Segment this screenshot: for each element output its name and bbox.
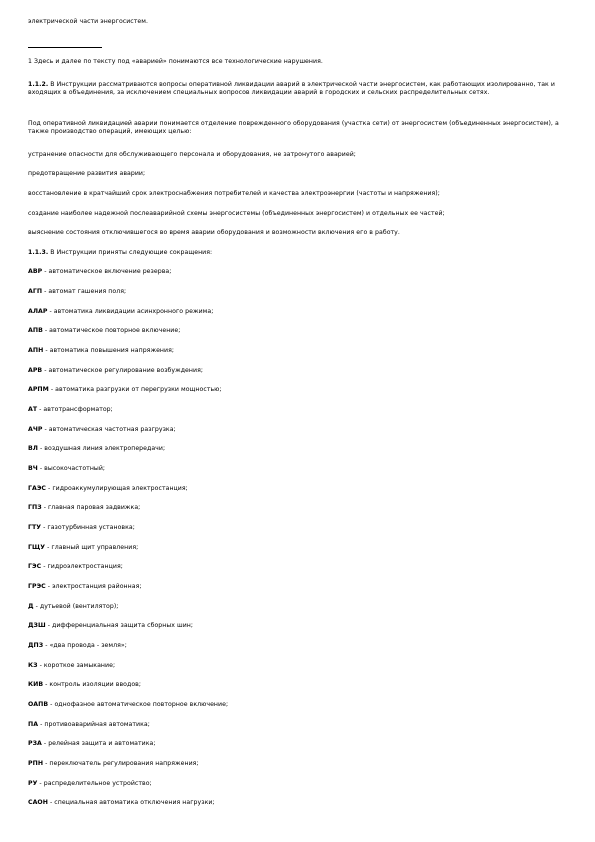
abbreviation-item (28, 504, 568, 512)
abbreviation-term: РУ (28, 780, 38, 787)
abbreviation-definition: - противоаварийная автоматика; (38, 721, 150, 728)
abbreviation-term: ОАПВ (28, 701, 49, 708)
abbreviation-term: АРПМ (28, 386, 49, 393)
clause-number: 1.1.3. (28, 249, 49, 256)
abbreviation-item (28, 347, 568, 355)
abbreviation-definition: - релейная защита и автоматика; (41, 740, 156, 747)
abbreviation-item (28, 662, 568, 670)
abbreviation-item (28, 760, 568, 768)
abbreviation-term: АПН (28, 347, 44, 354)
abbreviation-item (28, 642, 568, 650)
clause-number: 1.1.2. (28, 81, 49, 88)
clause-text: В Инструкции рассматриваются вопросы оперативной ликвидации аварий в электрической части энергосистем, как работающих изолированно, так и входящих в объединения, за исключением специальных вопросов ликвидации аварий в городских и сельских распределительных сетях. (28, 81, 555, 96)
abbreviation-term: АТ (28, 406, 38, 413)
abbreviation-item (28, 485, 568, 493)
goal-item: выяснение состояния отключившегося во время аварии оборудования и возможности включения его в работу. (28, 229, 400, 236)
abbreviation-term: АВР (28, 268, 43, 275)
abbreviation-definition: - дифференциальная защита сборных шин; (45, 622, 194, 629)
clause-text: В Инструкции приняты следующие сокращения: (48, 249, 213, 256)
goal-item: предотвращение развития аварии; (28, 170, 146, 177)
abbreviation-term: ГАЭС (28, 485, 47, 492)
abbreviation-item (28, 308, 568, 316)
abbreviation-term: ВЧ (28, 465, 38, 472)
abbreviation-item (28, 681, 568, 689)
abbreviation-item (28, 268, 568, 276)
abbreviation-item (28, 524, 568, 532)
abbreviation-item (28, 780, 568, 788)
abbreviation-definition: - высокочастотный; (37, 465, 106, 472)
abbreviation-term: Д (28, 603, 34, 610)
abbreviation-item (28, 740, 568, 748)
abbreviation-item (28, 563, 568, 571)
abbreviation-definition: - распределительное устройство; (37, 780, 152, 787)
goal-item: восстановление в кратчайший срок электроснабжения потребителей и качества электроэнергии (частоты и напряжения); (28, 190, 440, 197)
abbreviation-definition: - переключатель регулирования напряжения; (43, 760, 199, 767)
abbreviation-item (28, 465, 568, 473)
abbreviation-definition: - автоматика повышения напряжения; (43, 347, 174, 354)
abbreviation-item (28, 721, 568, 729)
abbreviation-item (28, 544, 568, 552)
abbreviation-term: РЗА (28, 740, 42, 747)
footnote-text: 1 Здесь и далее по тексту под «аварией» понимаются все технологические нарушения. (28, 58, 323, 65)
abbreviation-definition: - контроль изоляции вводов; (43, 681, 141, 688)
abbreviation-definition: - дутьевой (вентилятор); (33, 603, 119, 610)
abbreviation-item (28, 622, 568, 630)
goal-item: устранение опасности для обслуживающего персонала и оборудования, не затронутого аварией; (28, 151, 356, 158)
abbreviation-term: ДЗШ (28, 622, 46, 629)
abbreviation-term: ГПЗ (28, 504, 42, 511)
paragraph-definition: Под оперативной ликвидацией аварии понимается отделение поврежденного оборудования (участка сети) от энергосистем (объединенных энергосистем), а также производство операций, имеющих целью: (28, 120, 559, 135)
abbreviation-definition: - специальная автоматика отключения нагрузки; (47, 799, 215, 806)
abbreviation-item (28, 603, 568, 611)
abbreviation-item (28, 583, 568, 591)
abbreviation-term: РПН (28, 760, 44, 767)
abbreviation-definition: - автоматическое включение резерва; (42, 268, 172, 275)
abbreviation-definition: - воздушная линия электропередачи; (37, 445, 166, 452)
abbreviation-definition: - автоматика ликвидации асинхронного режима; (47, 308, 214, 315)
abbreviation-item (28, 426, 568, 434)
paragraph-1-1-2 (28, 81, 568, 97)
abbreviation-term: АГП (28, 288, 43, 295)
abbreviation-term: ГТУ (28, 524, 42, 531)
abbreviation-definition: - короткое замыкание; (37, 662, 116, 669)
abbreviation-definition: - главный щит управления; (45, 544, 139, 551)
abbreviation-definition: - гидроэлектростанция; (41, 563, 123, 570)
abbreviation-term: ГЩУ (28, 544, 46, 551)
abbreviation-definition: - однофазное автоматическое повторное включение; (48, 701, 229, 708)
abbreviation-term: КЗ (28, 662, 38, 669)
abbreviation-term: ГРЭС (28, 583, 46, 590)
abbreviation-definition: - автоматическое повторное включение; (42, 327, 181, 334)
abbreviation-definition: - автоматика разгрузки от перегрузки мощностью; (48, 386, 222, 393)
abbreviation-term: ГЭС (28, 563, 42, 570)
abbreviation-definition: - главная паровая задвижка; (41, 504, 141, 511)
continuation-text: электрической части энергосистем. (28, 18, 148, 25)
abbreviation-term: ВЛ (28, 445, 38, 452)
abbreviation-term: ДПЗ (28, 642, 44, 649)
abbreviation-item (28, 288, 568, 296)
abbreviation-definition: - газотурбинная установка; (41, 524, 135, 531)
abbreviation-definition: - автоматическое регулирование возбуждения; (42, 367, 203, 374)
footnote-separator (28, 47, 102, 48)
abbreviation-item (28, 406, 568, 414)
abbreviation-term: ПА (28, 721, 39, 728)
abbreviation-item (28, 799, 568, 807)
abbreviation-item (28, 386, 568, 394)
abbreviation-term: САОН (28, 799, 48, 806)
abbreviation-term: АРВ (28, 367, 43, 374)
goal-item: создание наиболее надежной послеаварийной схемы энергосистемы (объединенных энергосистем) и отдельных ее частей; (28, 210, 445, 217)
abbreviation-definition: - «два провода - земля»; (43, 642, 127, 649)
abbreviation-term: АЧР (28, 426, 43, 433)
abbreviation-definition: - электростанция районная; (45, 583, 142, 590)
abbreviation-term: АЛАР (28, 308, 48, 315)
abbreviation-item (28, 445, 568, 453)
paragraph-1-1-3 (28, 249, 568, 257)
abbreviation-term: АПВ (28, 327, 43, 334)
abbreviation-definition: - автоматическая частотная разгрузка; (42, 426, 176, 433)
abbreviation-item (28, 701, 568, 709)
abbreviation-definition: - автомат гашения поля; (42, 288, 127, 295)
abbreviation-item (28, 327, 568, 335)
abbreviation-item (28, 367, 568, 375)
abbreviation-definition: - гидроаккумулирующая электростанция; (46, 485, 188, 492)
abbreviation-definition: - автотрансформатор; (37, 406, 113, 413)
abbreviation-term: КИВ (28, 681, 44, 688)
